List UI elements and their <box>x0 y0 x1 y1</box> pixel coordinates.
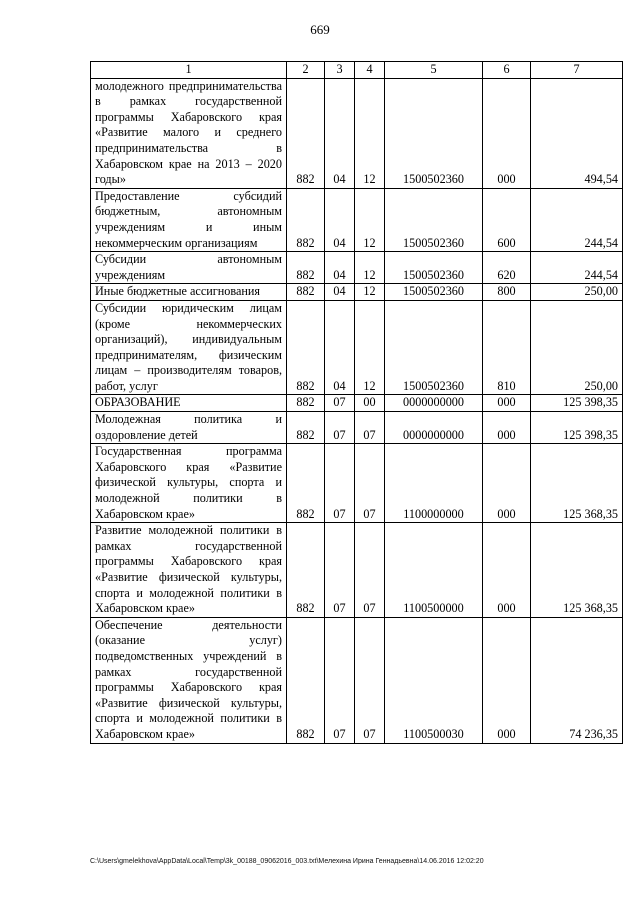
row-ministry-code: 882 <box>287 523 325 618</box>
header-col-3: 3 <box>325 62 355 79</box>
row-target-article: 1500502360 <box>385 284 483 301</box>
row-amount: 250,00 <box>531 300 623 395</box>
header-col-1: 1 <box>91 62 287 79</box>
row-expense-type: 000 <box>483 395 531 412</box>
row-expense-type: 000 <box>483 78 531 188</box>
table-row <box>91 300 623 395</box>
row-name: молодежного предпринимательства в рамках государственной программы Хабаровского края «Развитие малого и среднего предпринимательства в Хабаровском крае на 2013 – 2020 годы» <box>91 78 287 188</box>
table-row <box>91 252 623 284</box>
row-ministry-code: 882 <box>287 188 325 251</box>
row-subsection-code: 12 <box>355 78 385 188</box>
row-target-article: 1500502360 <box>385 188 483 251</box>
file-path-footer: C:\Users\gmelekhova\AppData\Local\Temp\3k_00188_09062016_003.txt\Мелехина Ирина Геннадьевна\14.06.2016 12:02:20 <box>90 858 484 865</box>
row-target-article: 1500502360 <box>385 300 483 395</box>
row-target-article: 1500502360 <box>385 252 483 284</box>
row-subsection-code: 12 <box>355 252 385 284</box>
row-expense-type: 800 <box>483 284 531 301</box>
header-col-2: 2 <box>287 62 325 79</box>
header-col-7: 7 <box>531 62 623 79</box>
row-amount: 250,00 <box>531 284 623 301</box>
row-subsection-code: 00 <box>355 395 385 412</box>
row-section-code: 07 <box>325 617 355 743</box>
row-target-article: 0000000000 <box>385 395 483 412</box>
row-expense-type: 000 <box>483 617 531 743</box>
row-amount: 125 368,35 <box>531 444 623 523</box>
row-section-code: 04 <box>325 252 355 284</box>
row-ministry-code: 882 <box>287 617 325 743</box>
row-amount: 125 398,35 <box>531 395 623 412</box>
row-expense-type: 600 <box>483 188 531 251</box>
row-ministry-code: 882 <box>287 412 325 444</box>
row-section-code: 07 <box>325 412 355 444</box>
row-section-code: 07 <box>325 395 355 412</box>
row-amount: 125 368,35 <box>531 523 623 618</box>
header-col-4: 4 <box>355 62 385 79</box>
row-target-article: 1500502360 <box>385 78 483 188</box>
row-expense-type: 000 <box>483 412 531 444</box>
row-name: Молодежная политика и оздоровление детей <box>91 412 287 444</box>
table-row <box>91 395 623 412</box>
table-row <box>91 617 623 743</box>
row-section-code: 04 <box>325 78 355 188</box>
row-section-code: 07 <box>325 444 355 523</box>
row-subsection-code: 12 <box>355 300 385 395</box>
table-row <box>91 412 623 444</box>
row-name: Предоставление субсидий бюджетным, автономным учреждениям и иным некоммерческим организациям <box>91 188 287 251</box>
table-row <box>91 78 623 188</box>
header-col-6: 6 <box>483 62 531 79</box>
row-section-code: 04 <box>325 284 355 301</box>
row-target-article: 1100500030 <box>385 617 483 743</box>
row-subsection-code: 07 <box>355 444 385 523</box>
budget-table <box>90 61 623 744</box>
row-name: Субсидии юридическим лицам (кроме некоммерческих организаций), индивидуальным предпринимателям, физическим лицам – производителям товаров, работ, услуг <box>91 300 287 395</box>
page-number: 669 <box>310 22 330 37</box>
table-row <box>91 444 623 523</box>
row-subsection-code: 07 <box>355 412 385 444</box>
row-ministry-code: 882 <box>287 78 325 188</box>
row-expense-type: 620 <box>483 252 531 284</box>
row-ministry-code: 882 <box>287 395 325 412</box>
row-expense-type: 000 <box>483 523 531 618</box>
row-expense-type: 810 <box>483 300 531 395</box>
row-target-article: 0000000000 <box>385 412 483 444</box>
row-ministry-code: 882 <box>287 252 325 284</box>
row-ministry-code: 882 <box>287 284 325 301</box>
table-row <box>91 188 623 251</box>
row-section-code: 04 <box>325 188 355 251</box>
row-subsection-code: 12 <box>355 188 385 251</box>
row-name: ОБРАЗОВАНИЕ <box>91 395 287 412</box>
header-col-5: 5 <box>385 62 483 79</box>
row-subsection-code: 07 <box>355 617 385 743</box>
row-ministry-code: 882 <box>287 300 325 395</box>
row-section-code: 04 <box>325 300 355 395</box>
row-name: Развитие молодежной политики в рамках государственной программы Хабаровского края «Развитие физической культуры, спорта и молодежной политики в Хабаровском крае» <box>91 523 287 618</box>
row-expense-type: 000 <box>483 444 531 523</box>
row-name: Иные бюджетные ассигнования <box>91 284 287 301</box>
row-name: Государственная программа Хабаровского края «Развитие физической культуры, спорта и молодежной политики в Хабаровском крае» <box>91 444 287 523</box>
row-name: Обеспечение деятельности (оказание услуг) подведомственных учреждений в рамках государственной программы Хабаровского края «Развитие физической культуры, спорта и молодежной политики в Хабаровском крае» <box>91 617 287 743</box>
row-target-article: 1100500000 <box>385 523 483 618</box>
header-row <box>91 62 623 79</box>
table-row <box>91 284 623 301</box>
row-target-article: 1100000000 <box>385 444 483 523</box>
row-ministry-code: 882 <box>287 444 325 523</box>
row-amount: 74 236,35 <box>531 617 623 743</box>
row-subsection-code: 07 <box>355 523 385 618</box>
row-subsection-code: 12 <box>355 284 385 301</box>
row-amount: 244,54 <box>531 252 623 284</box>
row-name: Субсидии автономным учреждениям <box>91 252 287 284</box>
table-row <box>91 523 623 618</box>
row-section-code: 07 <box>325 523 355 618</box>
row-amount: 494,54 <box>531 78 623 188</box>
row-amount: 244,54 <box>531 188 623 251</box>
row-amount: 125 398,35 <box>531 412 623 444</box>
